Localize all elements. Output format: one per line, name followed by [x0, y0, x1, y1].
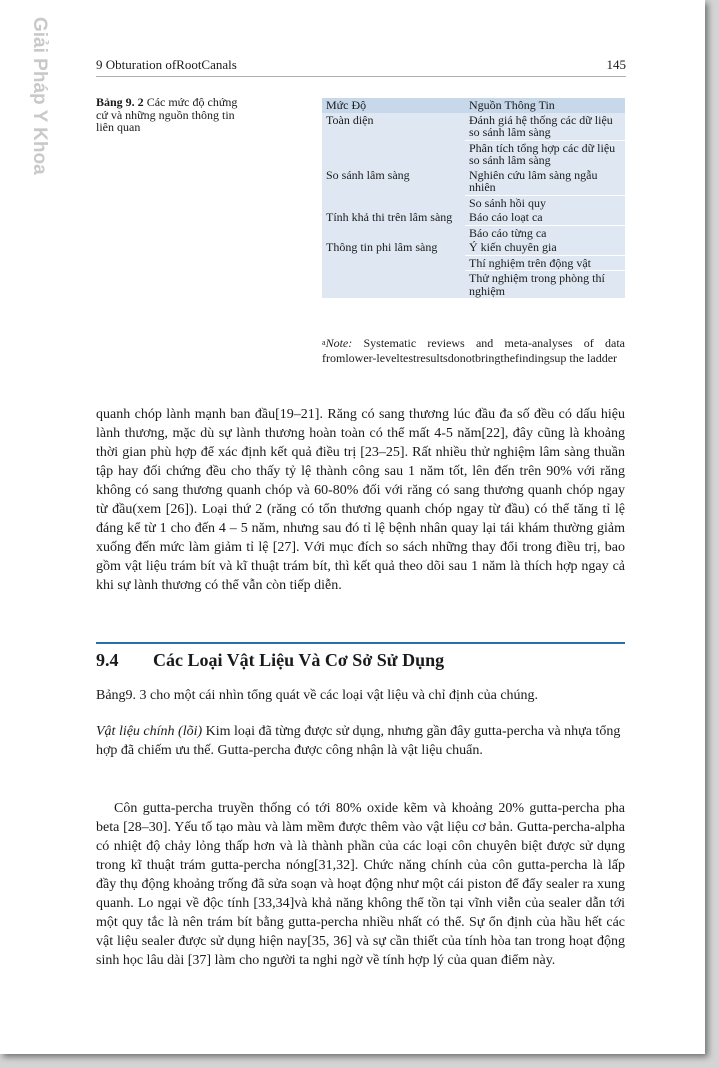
table-cell-source: Báo cáo loạt ca	[465, 210, 625, 225]
evidence-levels-table	[322, 98, 625, 298]
table-header-row	[322, 98, 625, 113]
table-header-cell: Nguồn Thông Tin	[465, 98, 625, 113]
header-rule	[96, 76, 626, 77]
table-cell-source: Báo cáo từng ca	[465, 225, 625, 240]
table-caption-label: Bảng 9. 2	[96, 95, 144, 109]
table-cell-source: Nghiên cứu lâm sàng ngẫu nhiên	[465, 168, 625, 196]
table-cell-source: Phân tích tổng hợp các dữ liệu so sánh lâm sàng	[465, 140, 625, 168]
running-header-chapter: 9 Obturation ofRootCanals	[96, 57, 237, 72]
body-paragraph: Bảng9. 3 cho một cái nhìn tổng quát về các loại vật liệu và chỉ định của chúng.	[96, 688, 539, 703]
table-cell-source: Thử nghiệm trong phòng thí nghiệm	[465, 271, 625, 299]
table-row	[322, 113, 625, 141]
paragraph-text: Kim loại đã từng được sử dụng, nhưng gần đây gutta-percha và nhựa tổng hợp đã chiếm ưu thế. Gutta-percha được công nhận là vật liệu chuẩn.	[96, 724, 621, 758]
table-cell-source: Đánh giá hệ thống các dữ liệu so sánh lâm sàng	[465, 113, 625, 141]
table-row	[322, 240, 625, 255]
body-paragraph: Côn gutta-percha truyền thống có tới 80% oxide kẽm và khoảng 20% gutta-percha pha beta [28–30]. Yếu tố tạo màu và làm mềm được thêm vào vật liệu cơ bản. Gutta-percha-alpha có nhiệt độ chảy lỏng thấp hơn và là thành phần của các loại côn chuyên biệt được sử dụng trong kĩ thuật trám gutta-percha nóng[31,32]. Chức năng chính của côn gutta-percha là lấp đầy thụ động khoảng trống đã sửa soạn và hoạt động như một cái piston để đẩy sealer ra xung quanh. Lo ngại về độc tính [33,34]và khả năng không thể tồn tại vĩnh viễn của sealer dẫn tới một quy tắc là nên trám bít bằng gutta-percha nhiều nhất có thể. Sự ổn định của hầu hết các vật liệu sealer được sử dụng hiện nay[35, 36] và sự cần thiết của tính hòa tan trong hoạt động sinh học lâu dài [37] làm cho người ta nghi ngờ về tính hợp lý của quan điểm này.	[96, 801, 625, 968]
table-caption	[96, 96, 251, 134]
footnote-text: Systematic reviews and meta-analyses of data fromlower-leveltestresultsdonotbringthefindingsup the ladder	[322, 336, 625, 365]
section-title: Các Loại Vật Liệu Và Cơ Sở Sử Dụng	[153, 650, 445, 670]
section-number: 9.4	[96, 650, 119, 670]
table-cell-source: Thí nghiệm trên động vật	[465, 255, 625, 271]
table-cell-source: Ý kiến chuyên gia	[465, 240, 625, 255]
paragraph-lead-term: Vật liệu chính (lõi)	[96, 724, 203, 739]
watermark	[7, 12, 50, 175]
page-number: 145	[606, 57, 626, 72]
table-caption-text: Các mức độ chứng cứ và những nguồn thông tin liên quan	[96, 95, 238, 134]
table-cell-level: Thông tin phi lâm sàng	[322, 240, 465, 298]
table-cell-source: So sánh hồi quy	[465, 195, 625, 210]
table-cell-level: Toàn diện	[322, 113, 465, 168]
body-paragraph	[96, 722, 625, 760]
table-row	[322, 168, 625, 196]
table-cell-level: Tính khả thi trên lâm sàng	[322, 210, 465, 240]
footnote-marker: a	[322, 338, 326, 347]
table-cell-level: So sánh lâm sàng	[322, 168, 465, 211]
footnote-label: Note:	[325, 336, 353, 350]
body-paragraph: quanh chóp lành mạnh ban đầu[19–21]. Răng có sang thương lúc đầu đa số đều có dấu hiệu lành thương, mặc dù sự lành thương hoàn toàn có thể mất 4-5 năm[22], đây cũng là khoảng thời gian phù hợp để xác định kết quả điều trị [23–25]. Rất nhiều thử nghiệm lâm sàng thuần tập hay đối chứng đều cho thấy tỷ lệ thành công sau 1 năm tốt, lên đến trên 90% với răng không có sang thương quanh chóp và 60-80% đối với răng có sang thương quanh chóp ngay từ đầu(xem [26]). Loại thứ 2 (răng có tổn thương quanh chóp ngay từ đầu) có thể tăng tỉ lệ đáng kể từ 1 cho đến 4 – 5 năm, nhưng sau đó tỉ lệ bệnh nhân quay lại tái khám thường giảm xuống đến mức làm giảm tỉ lệ [27]. Với mục đích so sách những thay đổi trong điều trị, bao gồm vật liệu trám bít và kĩ thuật trám bít, thì kết quả theo dõi sau 1 năm là thích hợp ngay cả khi sự lành thương có thể vẫn còn tiếp diễn.	[96, 407, 625, 593]
section-rule	[96, 642, 625, 644]
watermark-text: Giải Pháp Y Khoa	[29, 17, 50, 175]
table-row	[322, 210, 625, 225]
section-heading	[96, 650, 444, 671]
table-footnote	[322, 336, 625, 365]
table-header-cell: Mức Độ	[322, 98, 465, 113]
